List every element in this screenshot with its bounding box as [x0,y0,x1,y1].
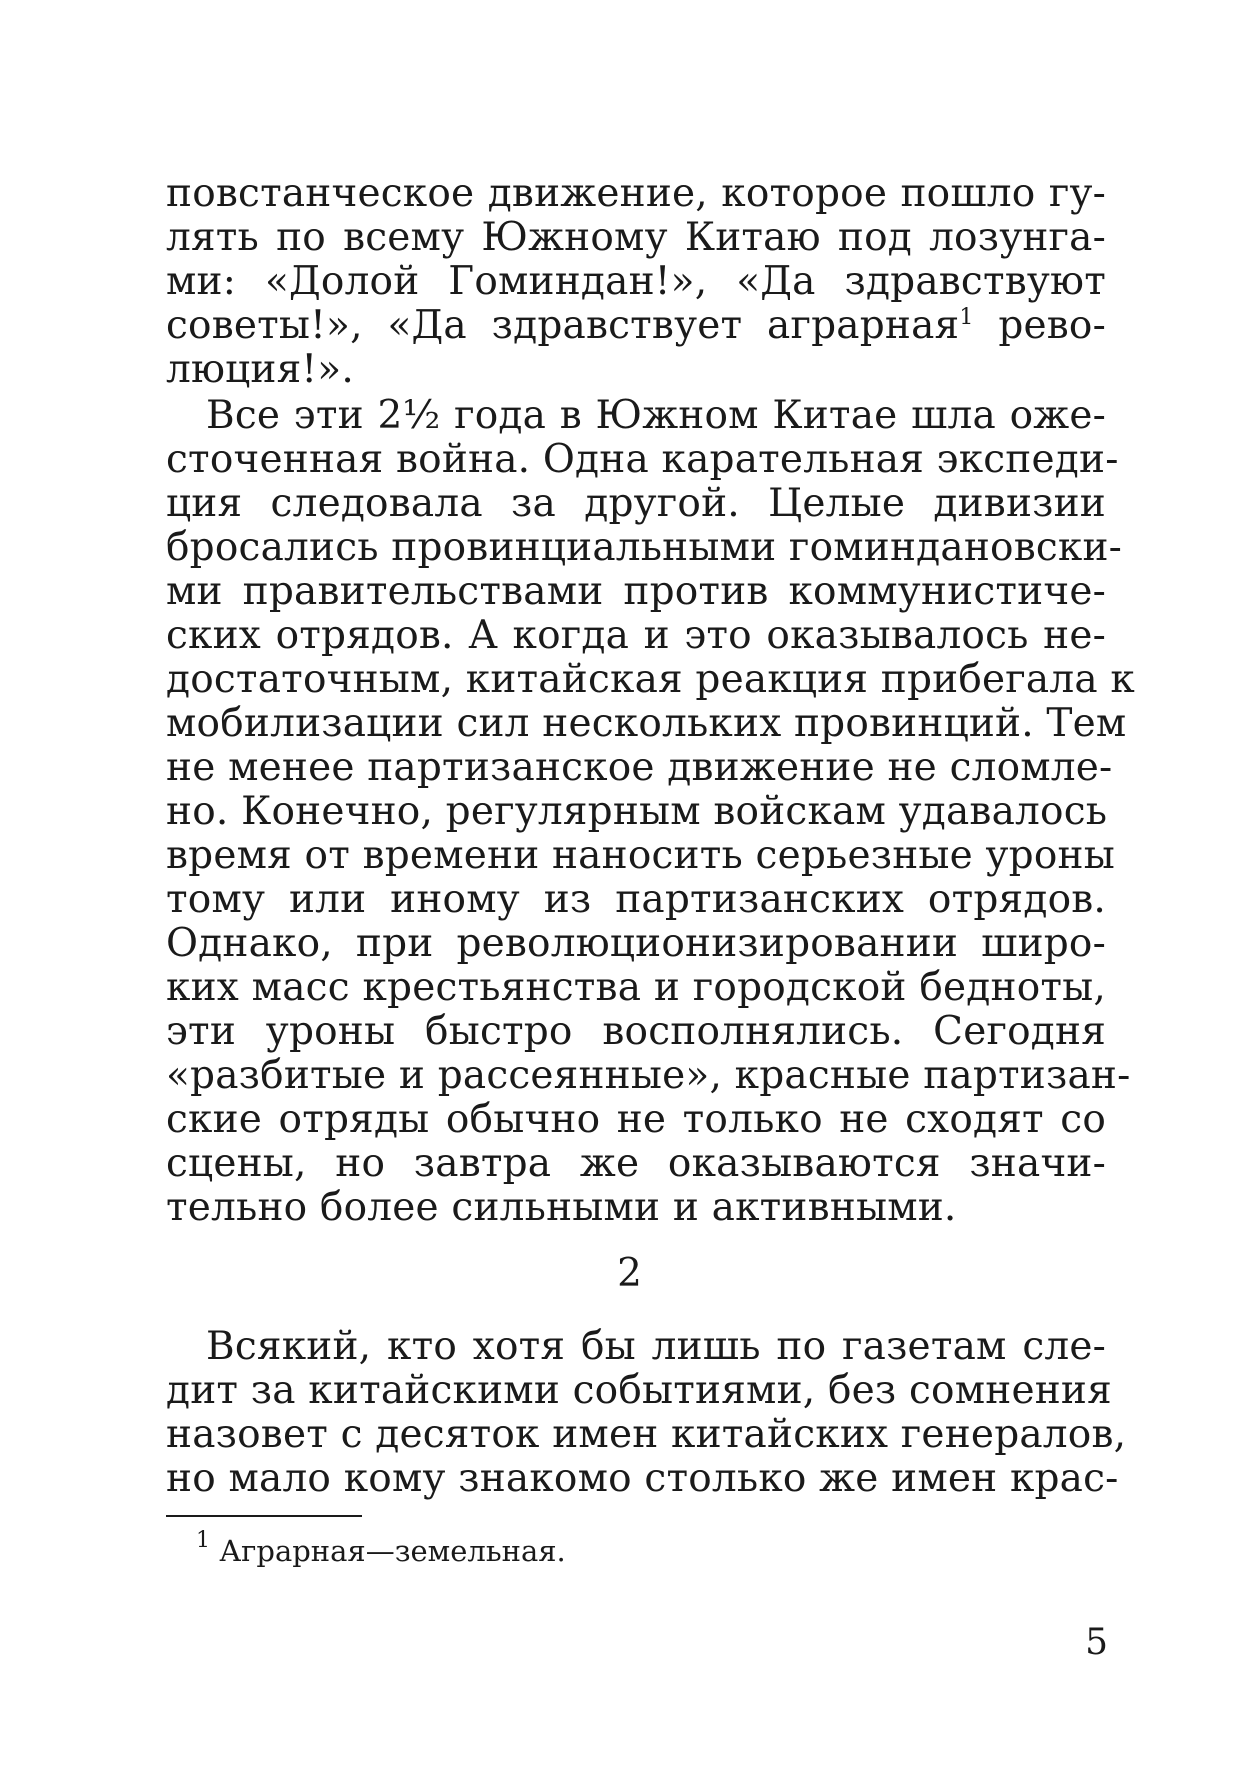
text-line: достаточным, китайская реакция прибегала к [166,657,1135,702]
text-line: «разбитые и рассеянные», красные партизан- [166,1053,1131,1098]
text-line: сточенная война. Одна карательная экспеди- [166,437,1119,482]
page-number: 5 [1085,1622,1108,1663]
text-line: ми правительствами против коммунистиче- [166,569,1106,614]
text-line: Всякий, кто хотя бы лишь по газетам сле- [206,1324,1106,1369]
text-line: но. Конечно, регулярным войскам удавалось [166,789,1108,834]
text-line: бросались провинциальными гоминдановски- [166,525,1123,570]
text-line: дит за китайскими событиями, без сомнения [166,1368,1112,1413]
footnote-text: Аграрная—земельная. [219,1534,566,1568]
text-line [166,304,1106,348]
footnote-marker: 1 [196,1528,210,1553]
paragraph-1 [166,172,1106,392]
footnote [196,1528,566,1569]
text-line: тому или иному из партизанских отрядов. [166,877,1106,922]
section-number: 2 [617,1251,642,1296]
footnote-reference: 1 [959,305,974,330]
text-line: лять по всему Южному Китаю под лозунга- [166,215,1106,260]
text-line: люция!». [166,347,354,392]
text-line: назовет с десяток имен китайских генералов, [166,1412,1127,1457]
text-line: ция следовала за другой. Целые дивизии [166,481,1106,526]
text-line: Все эти 2½ года в Южном Китае шла оже- [206,393,1106,438]
text-line: Однако, при революционизировании широ- [166,921,1106,966]
text-fragment: советы!», «Да здравствует аграрная [166,303,960,348]
text-line: ские отряды обычно не только не сходят со [166,1097,1106,1142]
text-line: ми: «Долой Гоминдан!», «Да здравствуют [166,259,1106,304]
text-line: не менее партизанское движение не сломле- [166,745,1113,790]
text-line: повстанческое движение, которое пошло гу- [166,171,1106,216]
text-line: время от времени наносить серьезные уроны [166,833,1115,878]
footnote-divider [166,1515,362,1517]
text-line: ких масс крестьянства и городской бедноты, [166,965,1106,1010]
paragraph-3 [166,1324,1127,1501]
text-line: эти уроны быстро восполнялись. Сегодня [166,1009,1106,1054]
text-line: но мало кому знакомо столько же имен крас- [166,1456,1119,1501]
paragraph-2 [166,393,1135,1230]
text-line: ских отрядов. А когда и это оказывалось не- [166,613,1106,658]
text-line: тельно более сильными и активными. [166,1185,957,1230]
text-line: сцены, но завтра же оказываются значи- [166,1141,1106,1186]
text-line: мобилизации сил нескольких провинций. Тем [166,701,1127,746]
text-fragment: ревo- [998,303,1106,348]
